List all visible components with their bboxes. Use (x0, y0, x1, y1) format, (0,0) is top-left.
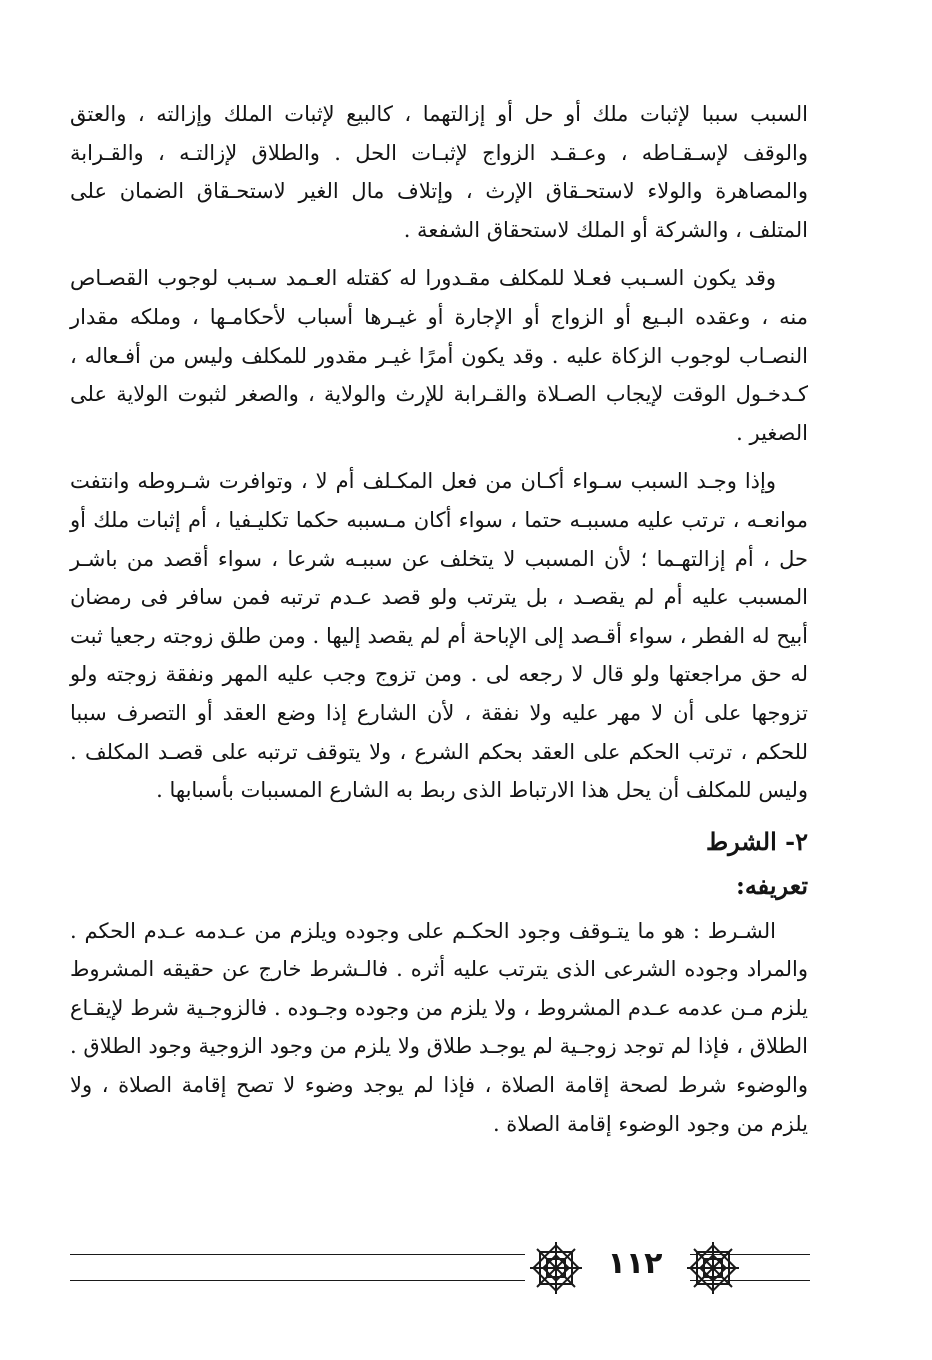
page-footer (70, 1240, 810, 1300)
star-ornament-icon (685, 1240, 741, 1296)
sub-heading: تعريفه: (735, 870, 808, 900)
section-heading: ٢- الشرط (705, 826, 808, 856)
footer-rule (70, 1280, 525, 1281)
page-body (70, 95, 808, 1153)
page-number: ١١٢ (607, 1246, 663, 1281)
paragraph-sabab-types: وقد يكون السـبب فعـلا للمكلف مقـدورا له كقتله العـمد سـبب لوجوب القصـاص منه ، وعقده البـيع أو الزواج أو الإجارة أو غيـرها أسباب لأحكامـها ، وملكه مقدار النصـاب لوجوب الزكاة عليه . وقد يكون أمرًا غيـر مقدور للمكلف وليس من أفـعاله ، كـدخـول الوقت لإيجاب الصـلاة والقـرابة للإرث والولاية ، والصغر لثبوت الولاية على الصغير . (70, 266, 808, 445)
footer-rule (70, 1254, 525, 1255)
paragraph-sabab-continued: السبب سببا لإثبات ملك أو حل أو إزالتهما ، كالبيع لإثبات الملك وإزالته ، والعتق والوقف لإسـقـاطه ، وعـقـد الزواج لإثبـات الحل . والطلاق لإزالتـه ، والقـرابة والمصاهرة والولاء لاستحـقاق الإرث ، وإتلاف مال الغير لاستحـقاق الضمان على المتلف ، والشركة أو الملك لاستحقاق الشفعة . (70, 102, 808, 242)
paragraph-sabab-effect: وإذا وجـد السبب سـواء أكـان من فعل المكـلف أم لا ، وتوافرت شـروطه وانتفت موانعـه ، ترتب عليه مسببـه حتما ، سواء أكان مـسببه حكما تكليـفيا ، أم إثبات ملك أو حل ، أم إزالتهـما ؛ لأن المسبب لا يتخلف عن سببـه شرعا ، سواء أقصد من باشـر المسبب عليه أم لم يقصـد ، بل يترتب ولو قصد عـدم ترتبه فمن سافر فى رمضان أبيح له الفطر ، سواء أقـصد إلى الإباحة أم لم يقصد إليها . ومن طلق زوجته رجعيا ثبت له حق مراجعتها ولو قال لا رجعه لى . ومن تزوج وجب عليه المهر ونفقة زوجته ولو تزوجها على أن لا مهر عليه ولا نفقة ، لأن الشارع إذا وضع العقد أو التصرف سببا للحكم ، ترتب الحكم على العقد بحكم الشرع ، ولا يتوقف ترتبه على قصـد المكلف . وليس للمكلف أن يحل هذا الارتباط الذى ربط به الشارع المسببات بأسبابها . (70, 469, 808, 803)
star-ornament-icon (528, 1240, 584, 1296)
paragraph-shart-definition: الشـرط : هو ما يتـوقف وجود الحكـم على وجوده ويلزم من عـدمه عـدم الحكم . والمراد وجوده الشرعى الذى يترتب عليه أثره . فالـشرط خارج عن حقيقه المشروط يلزم مـن عدمه عـدم المشروط ، ولا يلزم من وجوده وجـوده . فالزوجـية شرط لإيقـاع الطلاق ، فإذا لم توجد زوجـية لم يوجـد طلاق ولا يلزم من وجود الزوجية وجود الطلاق . والوضوء شرط لصحة إقامة الصلاة ، فإذا لم يوجد وضوء لا تصح إقامة الصلاة ، ولا يلزم من وجود الوضوء إقامة الصلاة . (70, 918, 808, 1136)
